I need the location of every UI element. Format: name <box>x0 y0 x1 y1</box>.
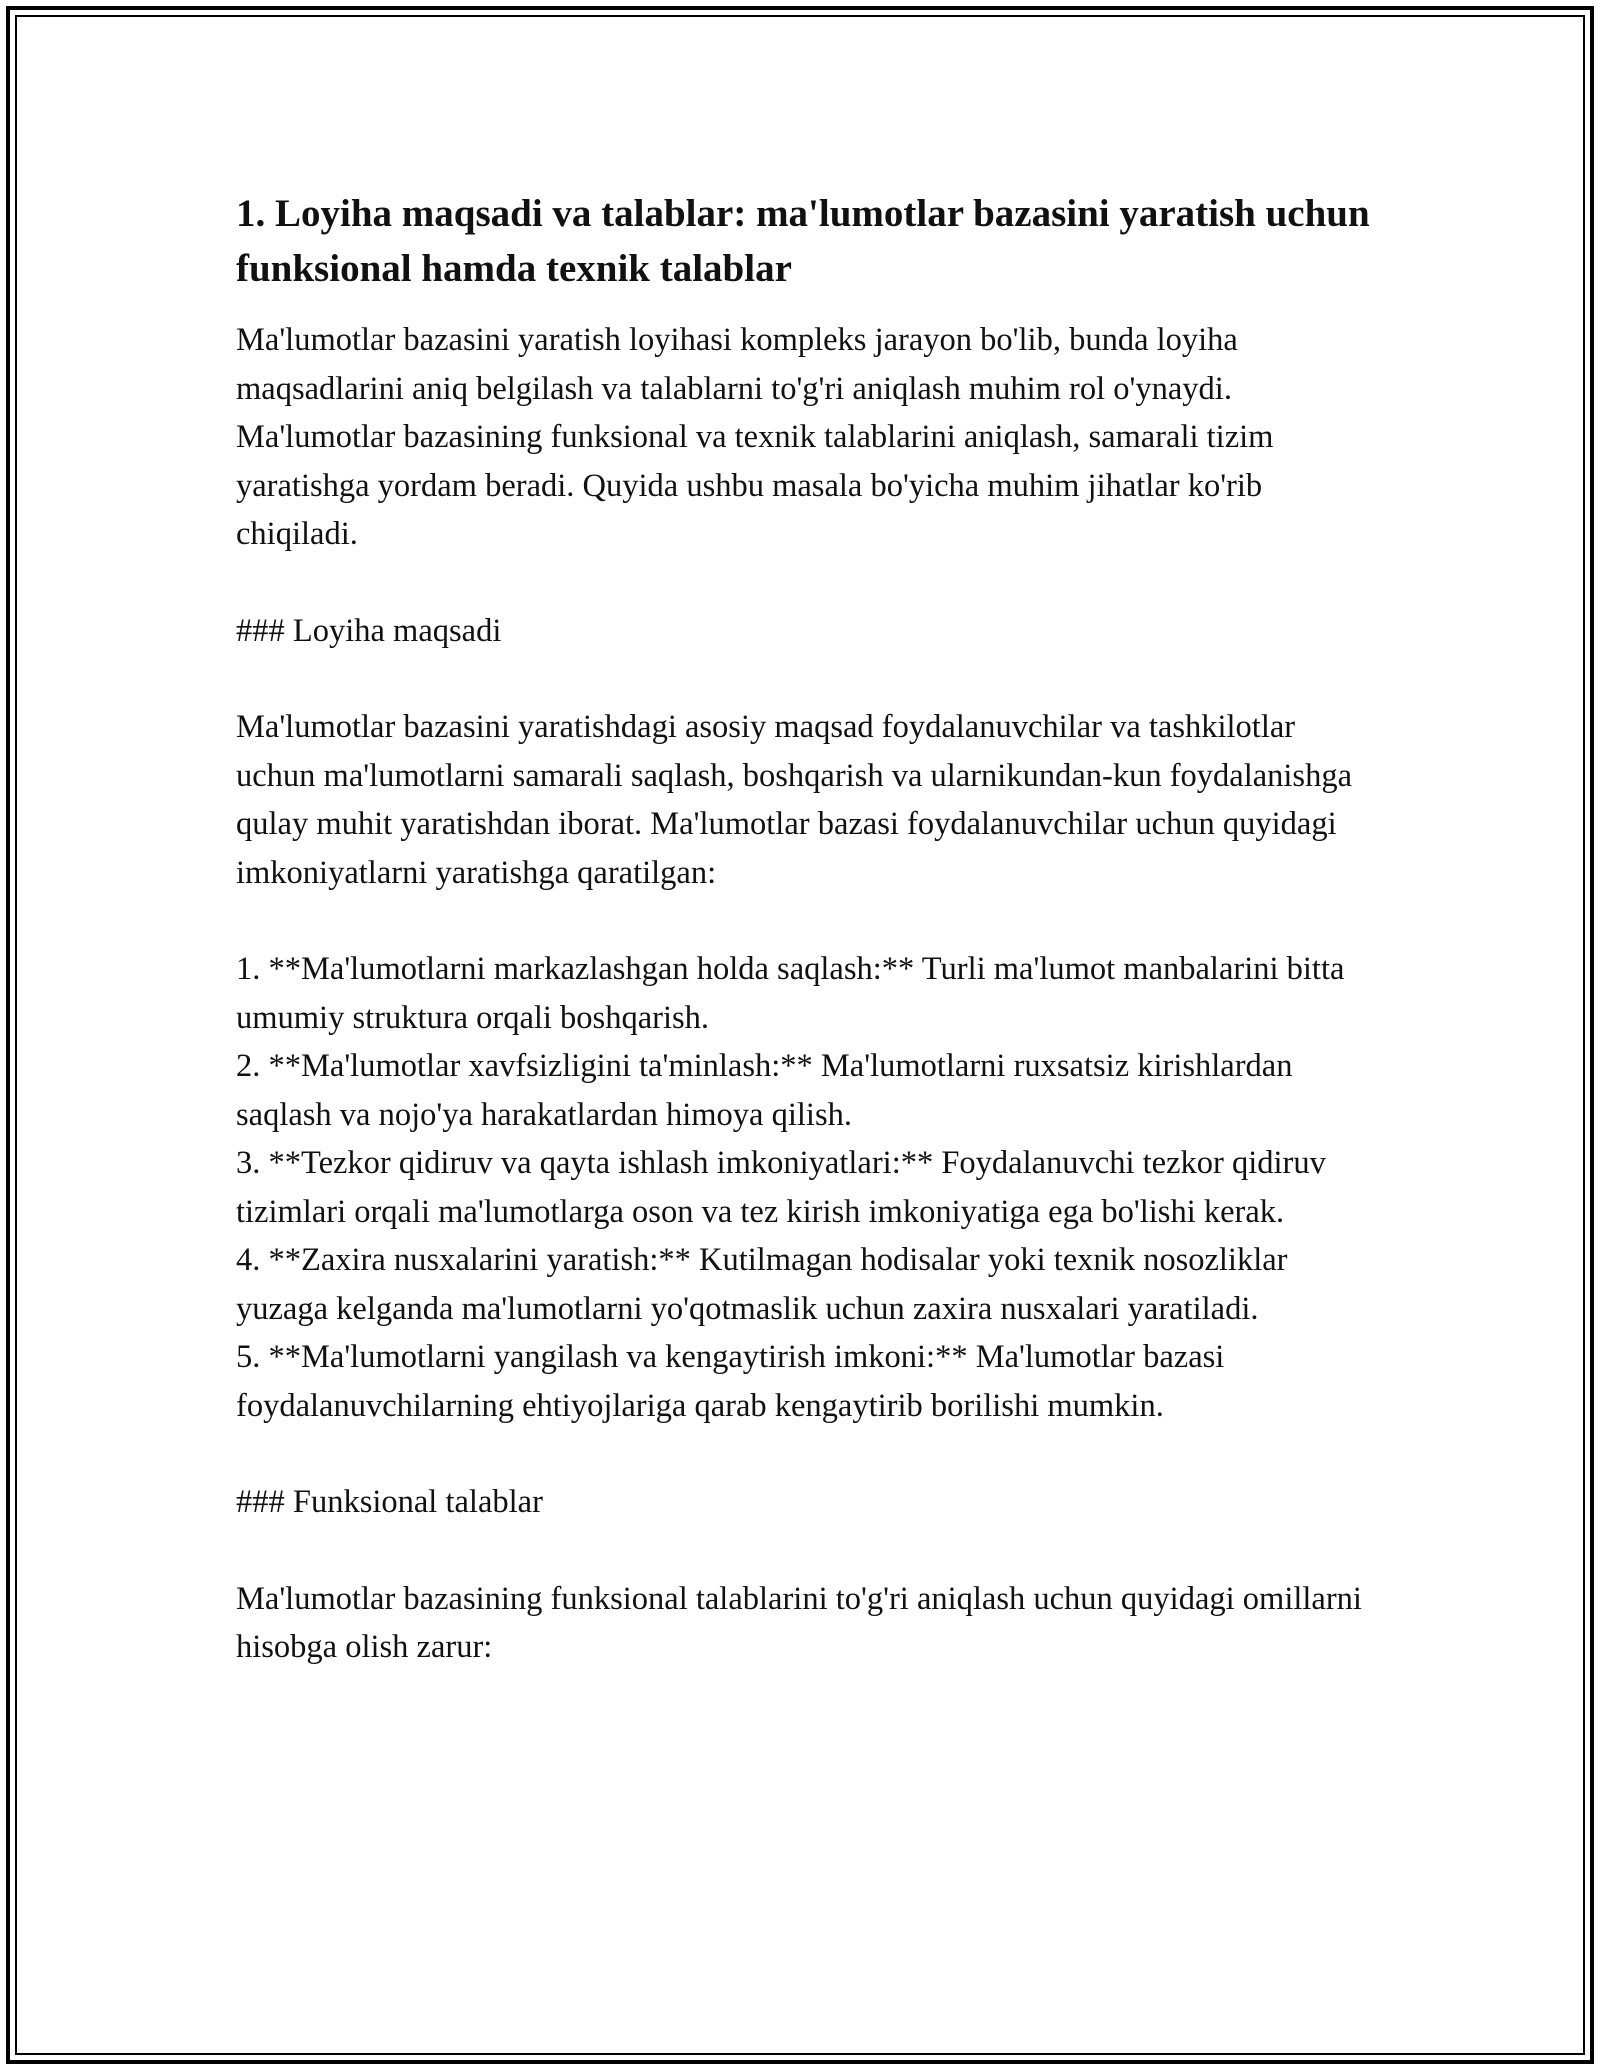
list-item: 2. **Ma'lumotlar xavfsizligini ta'minlash:** Ma'lumotlarni ruxsatsiz kirishlardan saqlash va nojo'ya harakatlardan himoya qilish. <box>236 1048 1293 1133</box>
section-heading-funksional-talablar: ### Funksional talablar <box>236 1484 543 1520</box>
section-paragraph-loyiha-maqsadi: Ma'lumotlar bazasini yaratishdagi asosiy maqsad foydalanuvchilar va tashkilotlar uchun ma'lumotlarni samarali saqlash, boshqarish va ularnikundan-kun foydalanishga qulay muhit yaratishdan iborat. Ma'lumotlar bazasi foydalanuvchilar uchun quyidagi imkoniyatlarni yaratishga qaratilgan: <box>236 709 1352 891</box>
list-item: 3. **Tezkor qidiruv va qayta ishlash imkoniyatlari:** Foydalanuvchi tezkor qidiruv tizimlari orqali ma'lumotlarga oson va tez kirish imkoniyatiga ega bo'lishi kerak. <box>236 1145 1326 1230</box>
list-item: 4. **Zaxira nusxalarini yaratish:** Kutilmagan hodisalar yoki texnik nosozliklar yuzaga kelganda ma'lumotlarni yo'qotmaslik uchun zaxira nusxalari yaratiladi. <box>236 1242 1288 1327</box>
section-paragraph-funksional-talablar: Ma'lumotlar bazasining funksional talablarini to'g'ri aniqlash uchun quyidagi omillarni hisobga olish zarur: <box>236 1580 1362 1665</box>
document-title: 1. Loyiha maqsadi va talablar: ma'lumotlar bazasini yaratish uchun funksional hamda texnik talablar <box>236 192 1370 290</box>
document-body <box>236 186 1376 1672</box>
list-item: 5. **Ma'lumotlarni yangilash va kengaytirish imkoni:** Ma'lumotlar bazasi foydalanuvchilarning ehtiyojlariga qarab kengaytirib borilishi mumkin. <box>236 1339 1225 1424</box>
list-item: 1. **Ma'lumotlarni markazlashgan holda saqlash:** Turli ma'lumot manbalarini bitta umumiy struktura orqali boshqarish. <box>236 951 1345 1036</box>
intro-paragraph: Ma'lumotlar bazasini yaratish loyihasi kompleks jarayon bo'lib, bunda loyiha maqsadlarini aniq belgilash va talablarni to'g'ri aniqlash muhim rol o'ynaydi. Ma'lumotlar bazasining funksional va texnik talablarini aniqlash, samarali tizim yaratishga yordam beradi. Quyida ushbu masala bo'yicha muhim jihatlar ko'rib chiqiladi. <box>236 322 1274 552</box>
numbered-list <box>236 945 1376 1430</box>
section-heading-loyiha-maqsadi: ### Loyiha maqsadi <box>236 612 502 649</box>
